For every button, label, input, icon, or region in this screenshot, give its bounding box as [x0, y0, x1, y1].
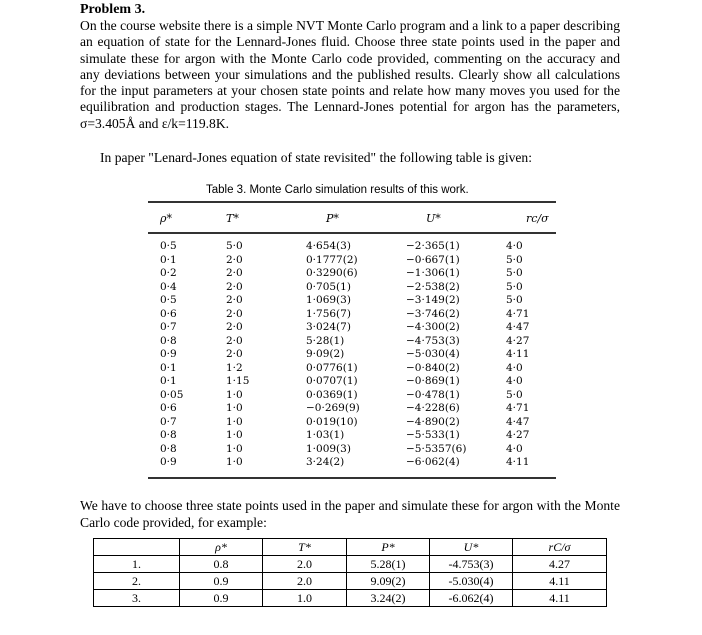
table-cell: 5·0	[506, 388, 523, 401]
table-cell: 0·9	[160, 456, 177, 468]
table-cell: 0.9	[180, 590, 263, 607]
table-cell: 1·03(1)	[306, 429, 345, 441]
table-cell: ρ*	[180, 539, 263, 556]
table-cell: 0·0369(1)	[306, 388, 358, 401]
divider	[148, 477, 556, 479]
table-cell: 0·1	[160, 253, 177, 266]
table-caption: Table 3. Monte Carlo simulation results of this work.	[206, 184, 469, 196]
table-cell: 4·47	[506, 415, 530, 428]
header-row	[94, 539, 607, 556]
table-cell: 4.27	[513, 556, 607, 573]
table-cell: 1·009(3)	[306, 442, 351, 455]
table-cell: −4·300(2)	[406, 321, 460, 333]
table-cell: 2·0	[226, 267, 243, 279]
problem-text: On the course website there is a simple NVT Monte Carlo program and a link to a paper describing an equation of state for the Lennard-Jones fluid. Choose three state points used in the paper and simulate these for argon with the Monte Carlo code provided, commenting on the accuracy and any deviations between your simulations and the published results. Clearly show all calculations for the input parameters at your chosen state points and relate how many moves you used for the equilibration and production stages. The Lennard-Jones potential for argon has the parameters, σ=3.405Å and ε/k=119.8K.	[80, 18, 620, 131]
table-row	[148, 376, 556, 388]
table-cell: 3.	[94, 590, 180, 607]
table-row	[148, 363, 556, 375]
table-cell: 2.0	[263, 556, 347, 573]
table-cell: 1·0	[226, 415, 243, 428]
table-row	[148, 255, 556, 267]
table-row	[94, 590, 607, 607]
table-cell: U*	[430, 539, 513, 556]
column-header: U*	[426, 212, 441, 225]
table-cell: 0·0707(1)	[306, 375, 358, 387]
table-row	[148, 417, 556, 429]
table-cell: 2·0	[226, 334, 243, 347]
table-cell: 4·27	[506, 429, 530, 441]
table-cell: 5·0	[506, 253, 523, 266]
table-cell: P*	[347, 539, 430, 556]
table-cell: 3·24(2)	[306, 456, 345, 468]
table-cell: 5·0	[506, 280, 523, 293]
table-cell: −6·062(4)	[406, 456, 460, 468]
table-cell: 0·2	[160, 267, 177, 279]
table-cell: 0·6	[160, 402, 177, 414]
table-cell: 0·8	[160, 442, 177, 455]
table-cell: −4·890(2)	[406, 415, 460, 428]
table-cell: −2·365(1)	[406, 240, 460, 252]
table-cell: −5·533(1)	[406, 429, 460, 441]
table-cell: −3·746(2)	[406, 307, 460, 320]
table-cell: 4·0	[506, 361, 523, 374]
table-row	[148, 430, 556, 442]
table-cell: 2·0	[226, 294, 243, 306]
table-cell: 4·11	[506, 456, 530, 468]
table-row	[148, 403, 556, 415]
table-row	[148, 295, 556, 307]
table-row	[94, 556, 607, 573]
table-cell: 1·756(7)	[306, 307, 351, 320]
table-cell: −0·478(1)	[406, 388, 460, 401]
table-cell: 1·15	[226, 375, 250, 387]
table-cell: 3.24(2)	[347, 590, 430, 607]
table-cell: −0·667(1)	[406, 253, 460, 266]
table-cell: 0.8	[180, 556, 263, 573]
table-row	[148, 309, 556, 321]
table-row	[148, 322, 556, 334]
table-cell: 3·024(7)	[306, 321, 351, 333]
table-cell: 2·0	[226, 280, 243, 293]
intro-text: In paper "Lenard-Jones equation of state revisited" the following table is given:	[100, 150, 532, 165]
table-cell: 4.11	[513, 590, 607, 607]
table-cell: 4·0	[506, 442, 523, 455]
table-row	[148, 336, 556, 348]
table-cell: 0·5	[160, 294, 177, 306]
table-cell: 2·0	[226, 307, 243, 320]
table-cell: 2.	[94, 573, 180, 590]
table-cell: 0·1777(2)	[306, 253, 358, 266]
table-cell: 0·3290(6)	[306, 267, 358, 279]
table-cell: 0·0776(1)	[306, 361, 358, 374]
table-row	[148, 268, 556, 280]
table-cell: 0·1	[160, 375, 177, 387]
divider	[148, 232, 556, 234]
followup-text: We have to choose three state points used in the paper and simulate these for argon with the Monte Carlo code provided, for example:	[80, 498, 620, 530]
table-header	[148, 213, 556, 225]
table-cell: 5·0	[226, 240, 243, 252]
table-cell: 1·0	[226, 402, 243, 414]
table-cell: −2·538(2)	[406, 280, 460, 293]
table-cell: 0·019(10)	[306, 415, 358, 428]
table-cell: -6.062(4)	[430, 590, 513, 607]
table-cell	[94, 539, 180, 556]
table-cell: −1·306(1)	[406, 267, 460, 279]
table-cell: 0.9	[180, 573, 263, 590]
table-cell: 2·0	[226, 321, 243, 333]
table-cell: 1·0	[226, 388, 243, 401]
table-cell: 4·71	[506, 402, 530, 414]
table-cell: T*	[263, 539, 347, 556]
table-cell: 5.28(1)	[347, 556, 430, 573]
table-cell: −0·869(1)	[406, 375, 460, 387]
table-cell: 0·1	[160, 361, 177, 374]
table-cell: −0·840(2)	[406, 361, 460, 374]
table-cell: 4·11	[506, 348, 530, 360]
column-header: P*	[326, 212, 339, 225]
table-row	[148, 349, 556, 361]
table-cell: 4.11	[513, 573, 607, 590]
table-cell: 9·09(2)	[306, 348, 345, 360]
table-cell: 1.0	[263, 590, 347, 607]
table-cell: -5.030(4)	[430, 573, 513, 590]
column-header: rc/σ	[526, 212, 549, 225]
table-cell: 1·0	[226, 456, 243, 468]
table-cell: −5·5357(6)	[406, 442, 467, 455]
table-cell: -4.753(3)	[430, 556, 513, 573]
table-cell: 0·8	[160, 429, 177, 441]
table-cell: rC/σ	[513, 539, 607, 556]
table-cell: 2.0	[263, 573, 347, 590]
table-cell: −3·149(2)	[406, 294, 460, 306]
table-cell: 5·0	[506, 267, 523, 279]
table-cell: 0·05	[160, 388, 184, 401]
table-cell: 1.	[94, 556, 180, 573]
table-cell: 0·5	[160, 240, 177, 252]
table-cell: 4·47	[506, 321, 530, 333]
table-row	[148, 241, 556, 253]
column-header: ρ*	[160, 212, 172, 225]
table-cell: 1·069(3)	[306, 294, 351, 306]
table-cell: 0·9	[160, 348, 177, 360]
table-cell: 4·654(3)	[306, 240, 351, 252]
table-cell: 0·4	[160, 280, 177, 293]
table-cell: 2·0	[226, 348, 243, 360]
table-cell: 4·0	[506, 240, 523, 252]
table-cell: 0·7	[160, 321, 177, 333]
table-row	[148, 444, 556, 456]
table-cell: −4·753(3)	[406, 334, 460, 347]
table-cell: 0·705(1)	[306, 280, 351, 293]
table-cell: 1·0	[226, 442, 243, 455]
table-cell: 0·7	[160, 415, 177, 428]
problem-title: Problem 3.	[80, 2, 146, 17]
table-row	[94, 573, 607, 590]
table-cell: 2·0	[226, 253, 243, 266]
table-cell: −5·030(4)	[406, 348, 460, 360]
table-cell: 9.09(2)	[347, 573, 430, 590]
table-cell: 0·6	[160, 307, 177, 320]
table-cell: 4·71	[506, 307, 530, 320]
table-row	[148, 457, 556, 469]
chosen-points-table	[93, 538, 607, 607]
table-cell: 1·0	[226, 429, 243, 441]
table-cell: 0·8	[160, 334, 177, 347]
table-cell: 5·0	[506, 294, 523, 306]
table-cell: 1·2	[226, 361, 243, 374]
divider	[148, 201, 556, 203]
table-cell: −4·228(6)	[406, 402, 460, 414]
table-cell: 5·28(1)	[306, 334, 345, 347]
table-row	[148, 282, 556, 294]
table-row	[148, 390, 556, 402]
table-cell: 4·0	[506, 375, 523, 387]
column-header: T*	[226, 212, 239, 225]
table-cell: 4·27	[506, 334, 530, 347]
table-cell: −0·269(9)	[306, 402, 360, 414]
